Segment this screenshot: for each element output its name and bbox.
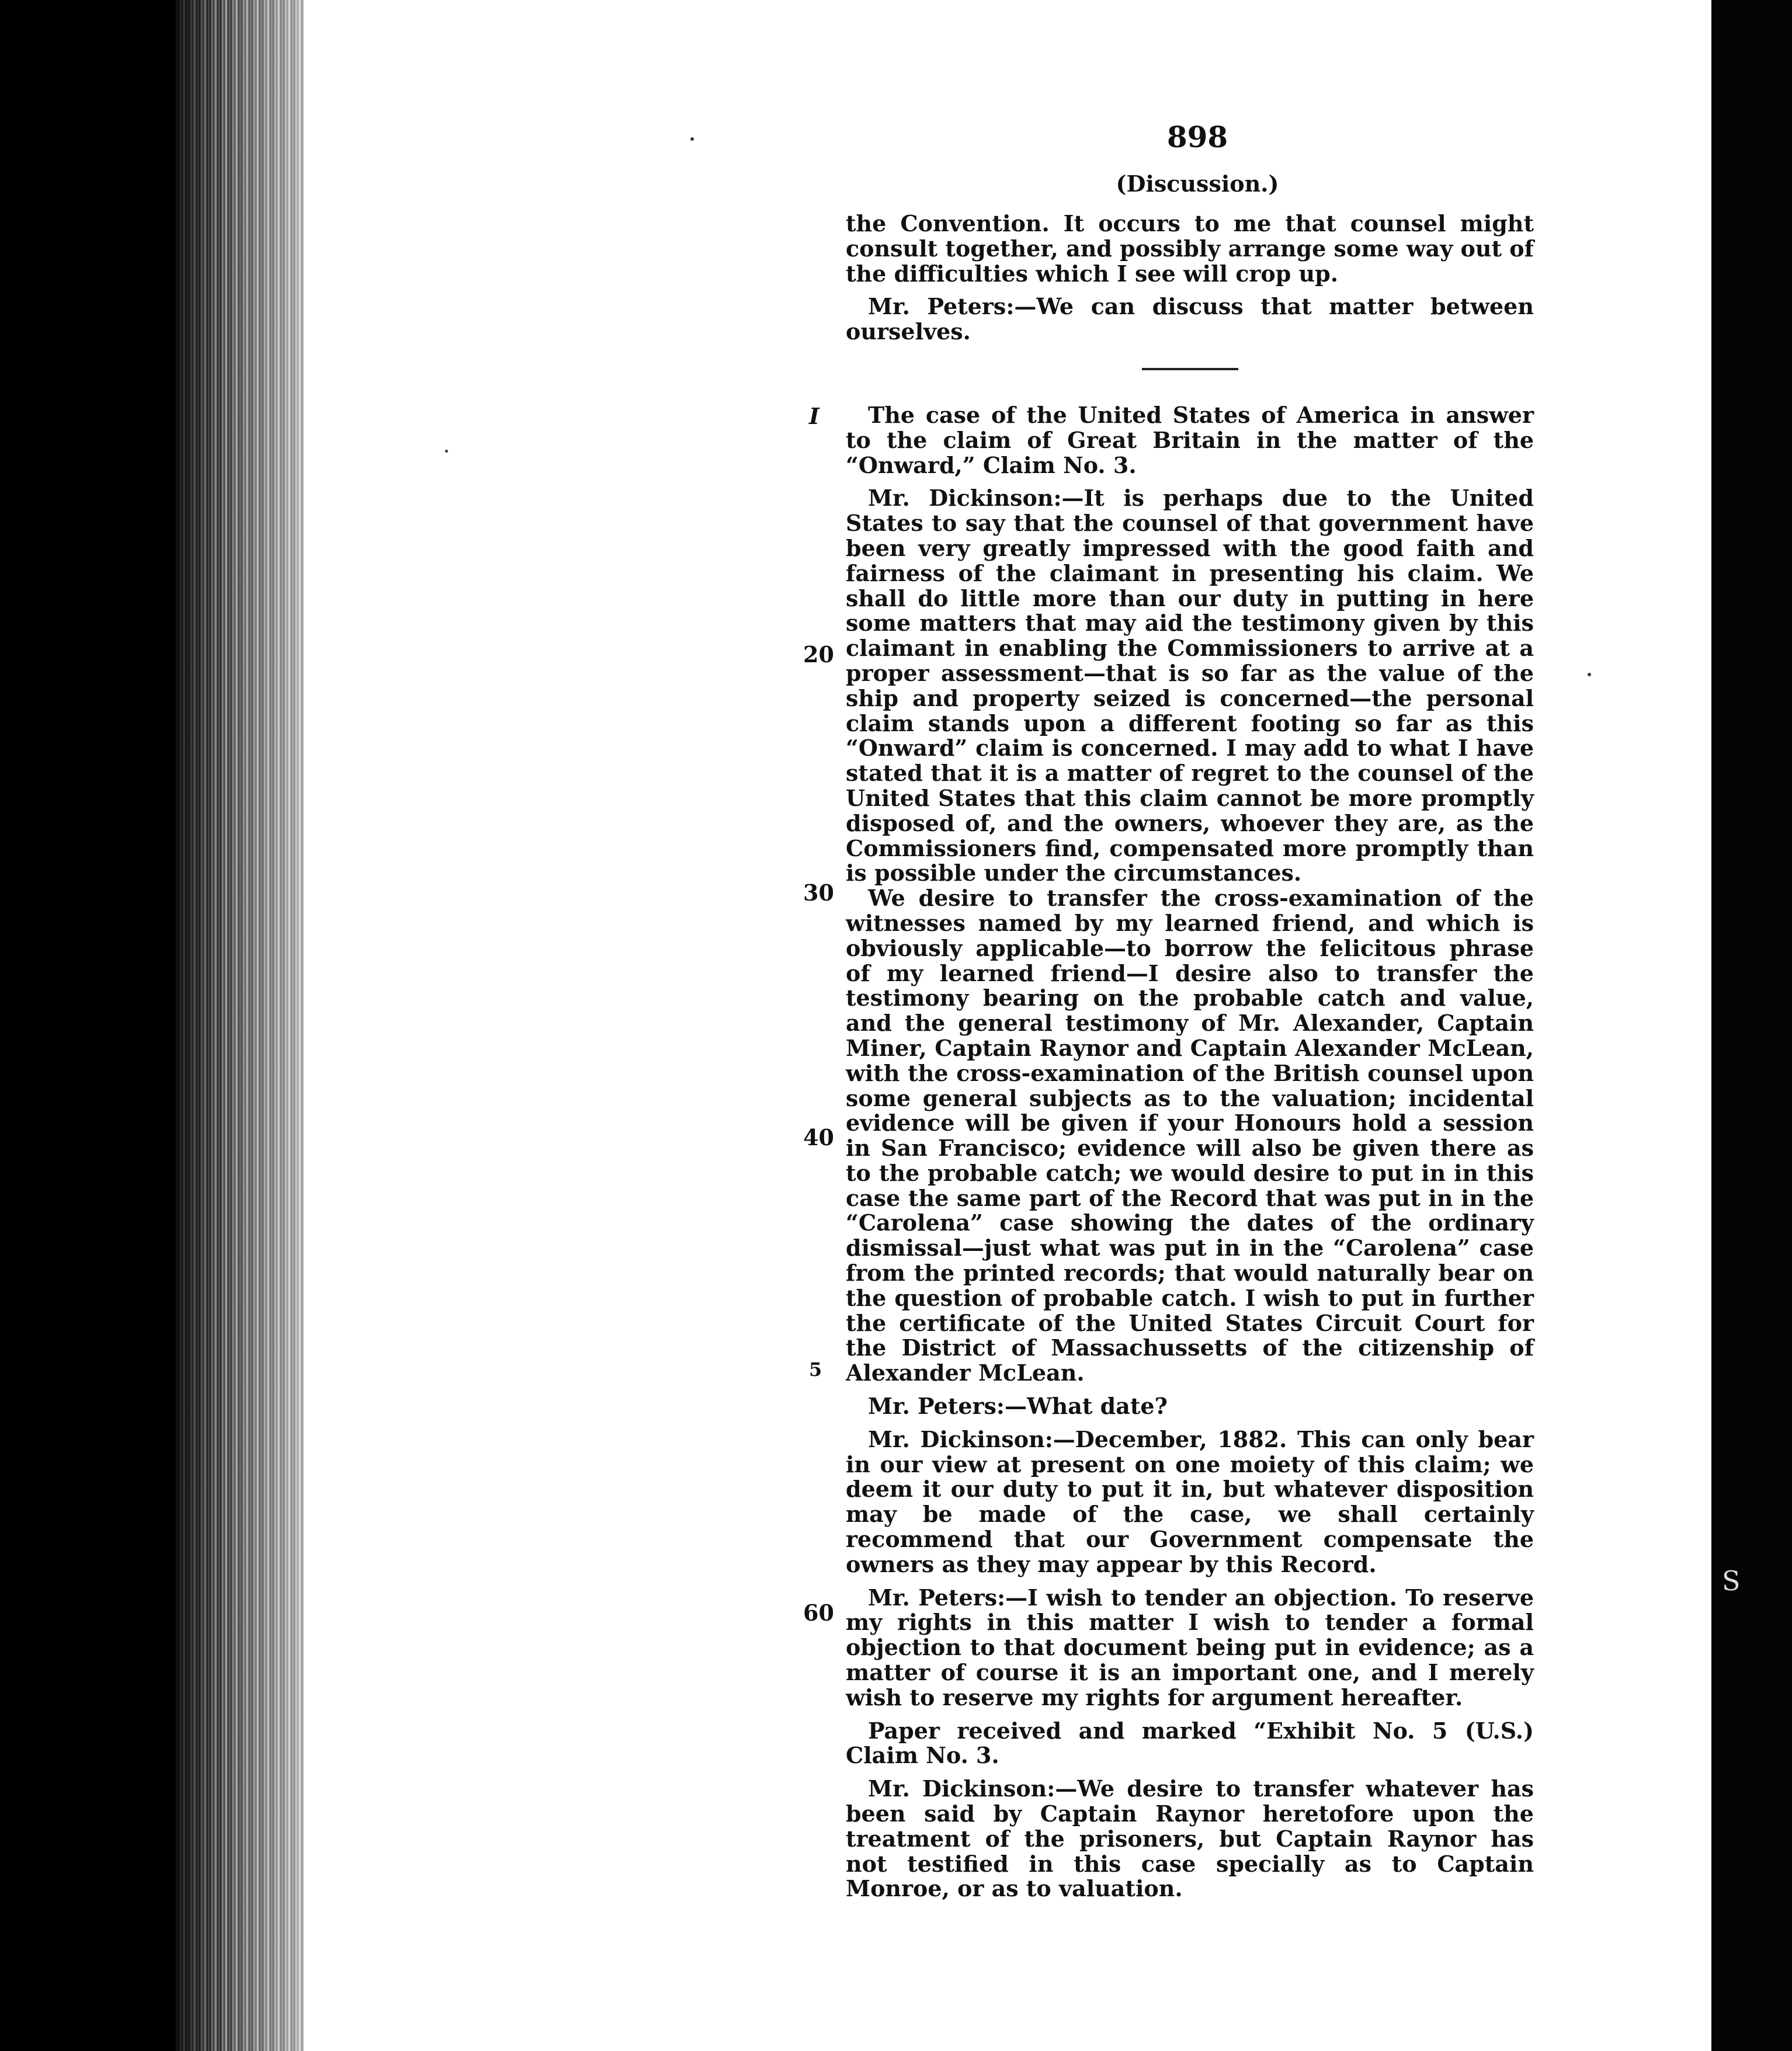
margin-line-number: I <box>809 403 819 429</box>
margin-line-number: 40 <box>803 1124 834 1150</box>
book-edge-shadow <box>175 0 310 2051</box>
paragraph-dickinson-3: Mr. Dickinson:—December, 1882. This can only bear in our view at present on one moiety of this claim; we deem it our duty to put it in, but whatever disposition may be made of the case, we shall certainly recommend that our Government compensate the owners as they may appear by this Record. <box>846 1426 1534 1577</box>
scan-speck <box>1588 673 1591 676</box>
paragraph-peters-3: Mr. Peters:—I wish to tender an objection. To reserve my rights in this matter I wish to tender a formal objection to that document being put in evidence; as a matter of course it is an important one, and I merely wish to reserve my rights for argument hereafter. <box>846 1584 1534 1711</box>
paragraph-dickinson-1: Mr. Dickinson:—It is perhaps due to the United States to say that the counsel of that government have been very greatly impressed with the good faith and fairness of the claimant in presenting his claim. We shall do little more than our duty in putting in here some matters that may aid the testimony given by this claimant in enabling the Commissioners to arrive at a proper assessment—that is so far as the value of the ship and property seized is concerned—the personal claim stands upon a different footing so far as this “Onward” claim is concerned. I may add to what I have stated that it is a matter of regret to the counsel of the United States that this claim cannot be more promptly disposed of, and the owners, whoever they are, as the Commissioners find, compensated more promptly than is possible under the circumstances. <box>846 485 1534 887</box>
scan-border-right <box>1711 0 1792 2051</box>
paragraph-dickinson-4: Mr. Dickinson:—We desire to transfer whatever has been said by Captain Raynor heretofore upon the treatment of the prisoners, but Captain Raynor has not testified in this case specially as to Captain Monroe, or as to valuation. <box>846 1775 1534 1902</box>
paragraph-exhibit: Paper received and marked “Exhibit No. 5 (U.S.) Claim No. 3. <box>846 1717 1534 1769</box>
scan-speck <box>690 137 694 141</box>
margin-line-number: 30 <box>803 880 834 906</box>
page-number: 898 <box>1166 120 1228 154</box>
margin-line-number: 20 <box>803 641 834 668</box>
paragraph-case-title: The case of the United States of America in answer to the claim of Great Britain in the matter of the “Onward,” Claim No. 3. <box>846 401 1534 478</box>
section-heading: (Discussion.) <box>1116 171 1279 197</box>
paragraph-peters-1: Mr. Peters:—We can discuss that matter between ourselves. <box>846 293 1534 345</box>
paragraph-peters-2: Mr. Peters:—What date? <box>868 1393 1168 1420</box>
text-column <box>846 211 1534 1910</box>
paragraph-dickinson-2: We desire to transfer the cross-examination of the witnesses named by my learned friend, and which is obviously applicable—to borrow the felicitous phrase of my learned friend—I desire also to transfer the testimony bearing on the probable catch and value, and the general testimony of Mr. Alexander, Captain Miner, Captain Raynor and Captain Alexander McLean, with the cross-examination of the British counsel upon some general subjects as to the valuation; incidental evidence will be given if your Honours hold a session in San Francisco; evidence will also be given there as to the probable catch; we would desire to put in in this case the same part of the Record that was put in in the “Carolena” case showing the dates of the ordinary dismissal—just what was put in in the “Carolena” case from the printed records; that would naturally bear on the question of probable catch. I wish to put in further the certificate of the United States Circuit Court for the District of Massachussetts of the citizenship of Alexander McLean. <box>846 885 1534 1386</box>
margin-line-number: 60 <box>803 1600 834 1626</box>
scan-speck <box>445 450 448 453</box>
paragraph-convention: the Convention. It occurs to me that counsel might consult together, and possibly arrange some way out of the difficulties which I see will crop up. <box>846 210 1534 287</box>
margin-mark: S <box>1722 1565 1741 1597</box>
section-divider <box>1142 368 1238 370</box>
margin-line-number: 5 <box>809 1358 822 1381</box>
